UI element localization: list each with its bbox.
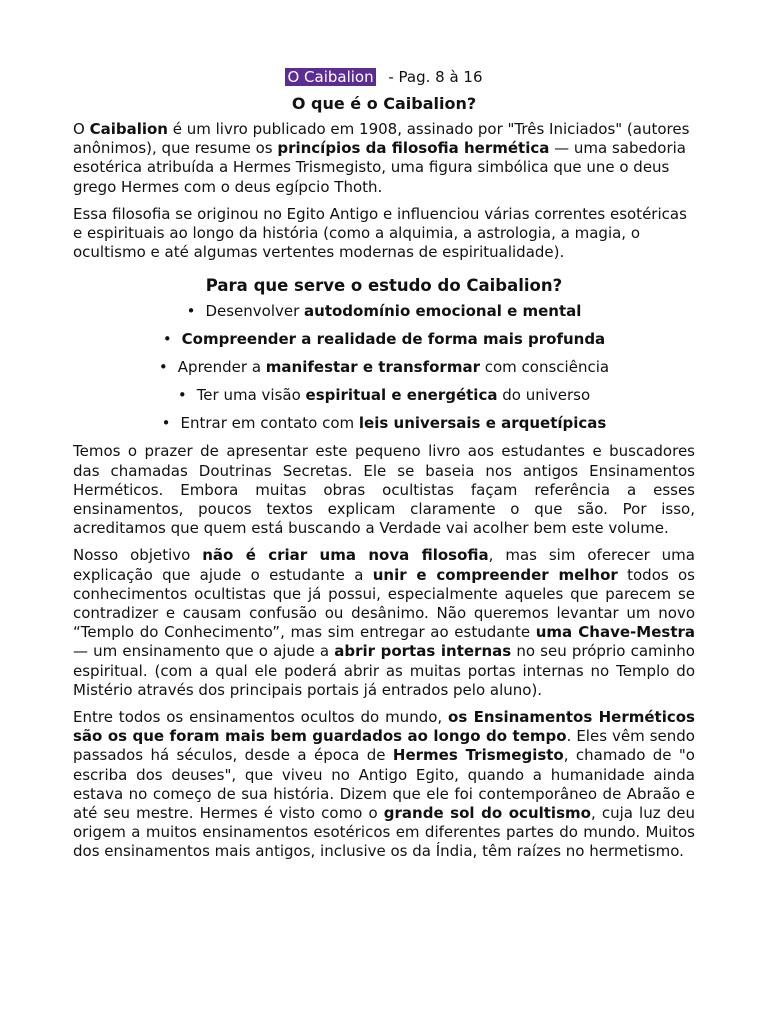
intro-paragraph-1 <box>73 120 695 197</box>
text-run: Entre todos os ensinamentos ocultos do mundo, <box>73 708 449 727</box>
text-run: — uma sabedoria esotérica atribuída a Hermes Trismegisto, uma figura simbólica que une o deus grego Hermes com o deus egípcio Thoth. <box>73 139 686 196</box>
bullet-icon: • <box>161 414 171 433</box>
section-title: Para que serve o estudo do Caibalion? <box>205 276 563 296</box>
bullet-icon: • <box>158 358 168 377</box>
page-reference: - Pag. 8 à 16 <box>383 68 483 86</box>
text-run: Desenvolver <box>205 302 305 321</box>
bold-run: uma Chave-Mestra <box>535 623 696 642</box>
text-run: O <box>73 120 90 138</box>
text-run: — um ensinamento que o ajude a <box>73 642 335 661</box>
list-item <box>73 414 695 433</box>
bold-run: leis universais e arquetípicas <box>358 414 607 433</box>
text-run: Entrar em contato com <box>180 414 359 433</box>
bold-run: Hermes Trismegisto <box>392 746 564 765</box>
list-item <box>73 386 695 405</box>
bold-run: os Ensinamentos Herméticos são os que foram mais bem guardados ao longo do tempo <box>73 708 695 746</box>
text-run: Nosso objetivo <box>73 546 203 565</box>
main-title: O que é o Caibalion? <box>291 94 477 113</box>
document-page <box>73 68 695 870</box>
text-run: no seu próprio caminho espiritual. (com a qual ele poderá abrir as muitas portas internas no Templo do Mistério através dos principais portais já entrados pelo aluno). <box>73 642 695 699</box>
bold-run: abrir portas internas <box>334 642 512 661</box>
bullet-icon: • <box>186 302 196 321</box>
text-run: é um livro publicado em 1908, assinado por "Três Iniciados" (autores anônimos), que resume os <box>73 120 690 158</box>
list-item <box>73 330 695 349</box>
intro-paragraph-2: Essa filosofia se originou no Egito Antigo e influenciou várias correntes esotéricas e espirituais ao longo da história (como a alquimia, a astrologia, a magia, o ocultismo e até algumas vertentes modernas de espiritualidade). <box>73 204 687 262</box>
body-paragraph-3 <box>73 708 695 862</box>
text-run: Ter uma visão <box>196 386 306 405</box>
text-run: , cuja luz deu origem a muitos ensinamentos esotéricos em diferentes partes do mundo. Muitos dos ensinamentos mais antigos, inclusive os da Índia, têm raízes no hermetismo. <box>73 804 695 861</box>
bold-run: Compreender a realidade de forma mais profunda <box>181 330 606 349</box>
bullet-icon: • <box>162 330 172 349</box>
bold-run: princípios da filosofia hermética <box>277 139 550 158</box>
text-run: do universo <box>497 386 591 405</box>
bold-run: não é criar uma nova filosofia <box>202 546 489 565</box>
list-item <box>73 302 695 321</box>
text-run: , mas sim oferecer uma explicação que ajude o estudante a <box>73 546 695 584</box>
text-run: , chamado de "o escriba dos deuses", que viveu no Antigo Egito, quando a humanidade ainda estava no começo de sua história. Dizem que ele foi contemporâneo de Abraão e até seu mestre. Hermes é visto como o <box>73 746 695 823</box>
bold-run: manifestar e transformar <box>265 358 480 377</box>
text-run: . Eles vêm sendo passados há séculos, desde a época de <box>73 727 695 765</box>
goals-list <box>73 302 695 433</box>
text-run: Aprender a <box>177 358 266 377</box>
bold-run: Caibalion <box>89 120 168 138</box>
document-header <box>73 68 695 88</box>
body-paragraph-1: Temos o prazer de apresentar este pequeno livro aos estudantes e buscadores das chamadas Doutrinas Secretas. Ele se baseia nos antigos Ensinamentos Herméticos. Embora muitas obras ocultistas façam referência a esses ensinamentos, poucos textos explicam claramente o que são. Por isso, acreditamos que quem está buscando a Verdade vai acolher bem este volume. <box>73 442 695 538</box>
bold-run: grande sol do ocultismo <box>383 804 591 823</box>
text-run: com consciência <box>479 358 610 377</box>
text-run: todos os conhecimentos ocultistas que já possui, especialmente aqueles que parecem se contradizer e causam confusão ou desânimo. Não queremos levantar um novo “Templo do Conhecimento”, mas sim entregar ao estudante <box>73 565 696 642</box>
body-paragraph-2 <box>73 546 695 700</box>
bold-run: espiritual e energética <box>305 386 498 405</box>
bullet-icon: • <box>177 386 187 405</box>
bold-run: unir e compreender melhor <box>372 565 618 584</box>
book-title-highlight: O Caibalion <box>287 68 374 86</box>
list-item <box>73 358 695 377</box>
bold-run: autodomínio emocional e mental <box>304 302 582 321</box>
